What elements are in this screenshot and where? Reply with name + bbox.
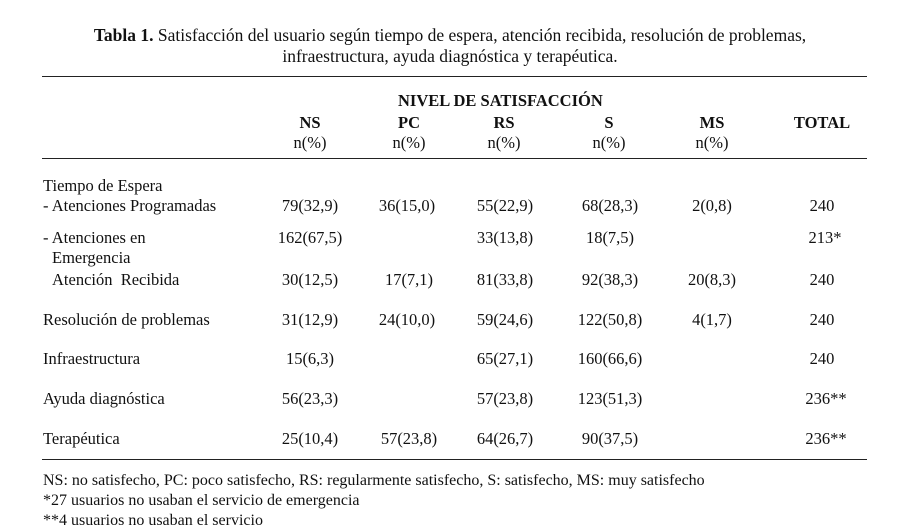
top-rule <box>42 76 867 77</box>
col-header-total: TOTAL <box>793 113 851 132</box>
cell-programadas-s: 68(28,3) <box>581 196 639 215</box>
row-section-label: Tiempo de Espera <box>43 176 163 195</box>
caption-text-2: infraestructura, ayuda diagnóstica y terapéutica. <box>282 46 618 66</box>
col-header-ns: NS <box>299 113 321 132</box>
col-unit-rs: n(%) <box>487 133 521 152</box>
footnote-servicio: **4 usuarios no usaban el servicio <box>43 512 263 529</box>
row-label-atencion: Atención Recibida <box>52 270 180 289</box>
col-unit-ns: n(%) <box>293 133 327 152</box>
cell-emergencia-s: 18(7,5) <box>585 228 635 247</box>
cell-atencion-total: 240 <box>809 270 835 289</box>
col-unit-ms: n(%) <box>695 133 729 152</box>
cell-emergencia-rs: 33(13,8) <box>476 228 534 247</box>
cell-ayuda-ns: 56(23,3) <box>281 389 339 408</box>
cell-atencion-pc: 17(7,1) <box>384 270 434 289</box>
row-label-terapeutica: Terapéutica <box>43 429 120 448</box>
cell-emergencia-total: 213* <box>808 228 842 247</box>
cell-atencion-ms: 20(8,3) <box>687 270 737 289</box>
col-unit-s: n(%) <box>592 133 626 152</box>
cell-resolucion-ms: 4(1,7) <box>692 310 732 329</box>
cell-programadas-rs: 55(22,9) <box>476 196 534 215</box>
row-label-resolucion: Resolución de problemas <box>43 310 210 329</box>
col-header-ms: MS <box>699 113 725 132</box>
cell-infraestructura-ns: 15(6,3) <box>285 349 335 368</box>
cell-terapeutica-total: 236** <box>805 429 847 448</box>
col-header-pc: PC <box>398 113 420 132</box>
caption-text-1: Satisfacción del usuario según tiempo de espera, atención recibida, resolución de problemas, <box>157 25 807 45</box>
cell-ayuda-total: 236** <box>805 389 847 408</box>
footnote-emergencia: *27 usuarios no usaban el servicio de emergencia <box>43 492 360 509</box>
row-label-programadas: - Atenciones Programadas <box>43 196 217 215</box>
header-rule <box>42 158 867 159</box>
cell-programadas-ns: 79(32,9) <box>281 196 339 215</box>
row-label-ayuda: Ayuda diagnóstica <box>43 389 165 408</box>
cell-resolucion-s: 122(50,8) <box>577 310 643 329</box>
cell-terapeutica-ns: 25(10,4) <box>281 429 339 448</box>
row-label-infraestructura: Infraestructura <box>43 349 141 368</box>
cell-ayuda-rs: 57(23,8) <box>476 389 534 408</box>
table-label: Tabla 1. <box>93 25 154 45</box>
cell-programadas-total: 240 <box>809 196 835 215</box>
group-header: NIVEL DE SATISFACCIÓN <box>398 91 603 110</box>
cell-atencion-rs: 81(33,8) <box>476 270 534 289</box>
cell-terapeutica-pc: 57(23,8) <box>380 429 438 448</box>
cell-atencion-s: 92(38,3) <box>581 270 639 289</box>
cell-infraestructura-s: 160(66,6) <box>577 349 643 368</box>
cell-atencion-ns: 30(12,5) <box>281 270 339 289</box>
row-label-emergencia-2: Emergencia <box>52 248 131 267</box>
cell-infraestructura-rs: 65(27,1) <box>476 349 534 368</box>
cell-infraestructura-total: 240 <box>809 349 835 368</box>
cell-ayuda-s: 123(51,3) <box>577 389 643 408</box>
table-caption-line-1 <box>0 25 900 46</box>
cell-resolucion-ns: 31(12,9) <box>281 310 339 329</box>
cell-resolucion-pc: 24(10,0) <box>378 310 436 329</box>
footnote-abbreviations: NS: no satisfecho, PC: poco satisfecho, RS: regularmente satisfecho, S: satisfecho, MS: muy satisfecho <box>43 472 705 489</box>
row-label-emergencia-1: - Atenciones en <box>43 228 146 247</box>
table-caption-line-2 <box>0 46 900 67</box>
cell-resolucion-total: 240 <box>809 310 835 329</box>
col-header-s: S <box>604 113 614 132</box>
cell-resolucion-rs: 59(24,6) <box>476 310 534 329</box>
bottom-rule <box>42 459 867 460</box>
cell-programadas-pc: 36(15,0) <box>378 196 436 215</box>
cell-programadas-ms: 2(0,8) <box>692 196 732 215</box>
cell-emergencia-ns: 162(67,5) <box>277 228 343 247</box>
col-unit-pc: n(%) <box>392 133 426 152</box>
cell-terapeutica-rs: 64(26,7) <box>476 429 534 448</box>
col-header-rs: RS <box>493 113 515 132</box>
cell-terapeutica-s: 90(37,5) <box>581 429 639 448</box>
